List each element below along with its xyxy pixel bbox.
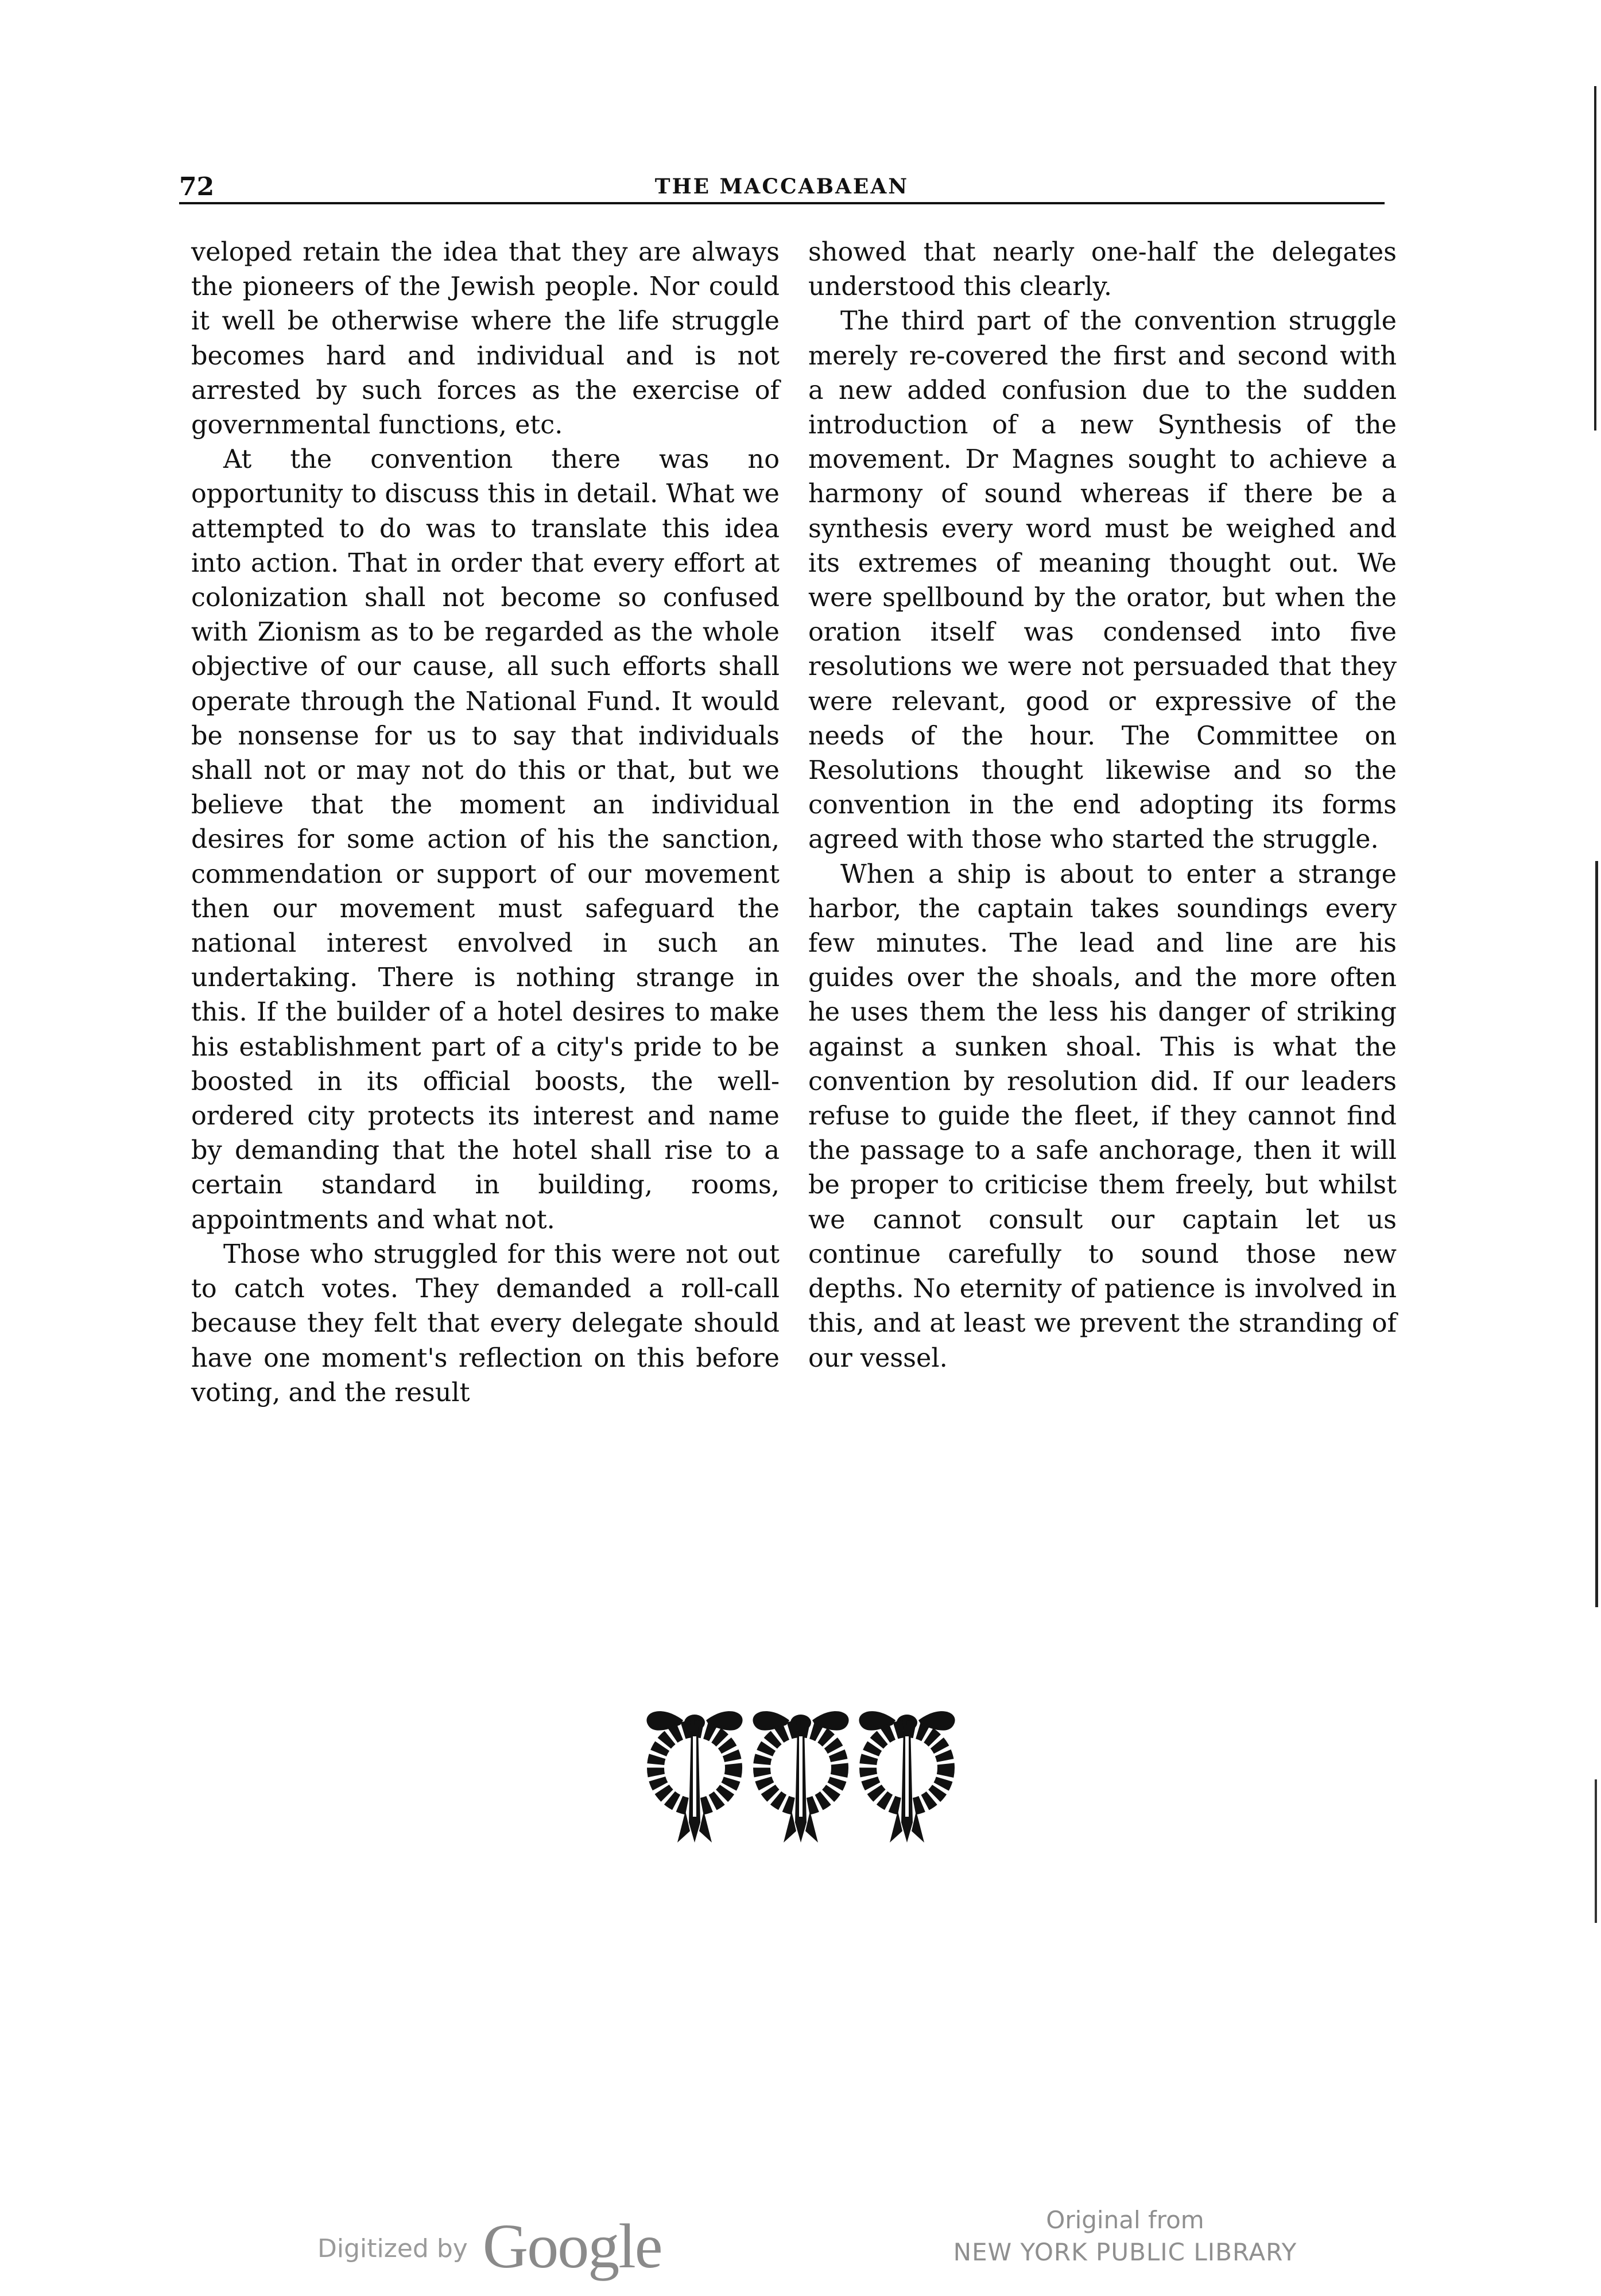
source-line-2: NEW YORK PUBLIC LIBRARY [953,2238,1297,2266]
digitized-by-watermark [317,2210,662,2283]
paragraph: showed that nearly one-half the delegates understood this clearly. [808,238,1397,302]
header-rule [179,202,1385,204]
paragraph: The third part of the convention struggle merely re-covered the first and second with a new added confusion due to the sudden introduction of a new Synthesis of the movement. Dr Magnes sought to achieve a harmony of sound whereas if there be a synthesis every word must be weighed and its extremes of meaning thought out. We were spellbound by the orator, but when the oration itself was condensed into five resolutions we were not persuaded that they were relevant, good or expressive of the needs of the hour. The Committee on Resolutions thought likewise and so the convention in the end adopting its forms agreed with those who started the struggle. [808,307,1397,855]
source-attribution [947,2204,1303,2268]
source-line-1: Original from [1046,2206,1204,2234]
digitized-label: Digitized by [317,2234,468,2263]
paragraph: When a ship is about to enter a strange harbor, the captain takes soundings every few minutes. The lead and line are his guides over the shoals, and the more often he uses them the less his danger of striking against a sunken shoal. This is what the convention by resolution did. If our leaders refuse to guide the fleet, if they cannot find the passage to a safe anchorage, then it will be proper to criticise them freely, but whilst we cannot consult our captain let us continue carefully to sound those new depths. No eternity of patience is involved in this, and at least we prevent the stranding of our vessel. [808,859,1397,1373]
google-logo: Google [482,2211,662,2281]
text-column-right [808,235,1397,1376]
triple-wreath-ornament-icon [640,1708,962,1854]
page-number: 72 [179,172,215,201]
running-head [179,172,1385,207]
scan-edge-marks [1578,0,1601,2296]
text-column-left [191,235,780,1410]
paragraph: At the convention there was no opportunity to discuss this in detail. What we attempted to do was to translate this idea into action. That in order that every effort at colonization shall not become so confused with Zionism as to be regarded as the whole objective of our cause, all such efforts shall operate through the National Fund. It would be nonsense for us to say that individuals shall not or may not do this or that, but we believe that the moment an individual desires for some action of his the sanction, commendation or support of our movement then our movement must safeguard the national interest envolved in such an undertaking. There is nothing strange in this. If the builder of a hotel desires to make his establishment part of a city's pride to be boosted in its official boosts, the well-ordered city protects its interest and name by demanding that the hotel shall rise to a certain standard in building, rooms, appointments and what not. [191,445,780,1235]
paragraph: veloped retain the idea that they are always the pioneers of the Jewish people. Nor could it well be otherwise where the life struggle becomes hard and individual and is not arrested by such forces as the exercise of governmental functions, etc. [191,238,780,440]
paragraph: Those who struggled for this were not out to catch votes. They demanded a roll-call because they felt that every delegate should have one moment's reflection on this before voting, and the result [191,1239,780,1407]
journal-title: THE MACCABAEAN [654,174,909,199]
